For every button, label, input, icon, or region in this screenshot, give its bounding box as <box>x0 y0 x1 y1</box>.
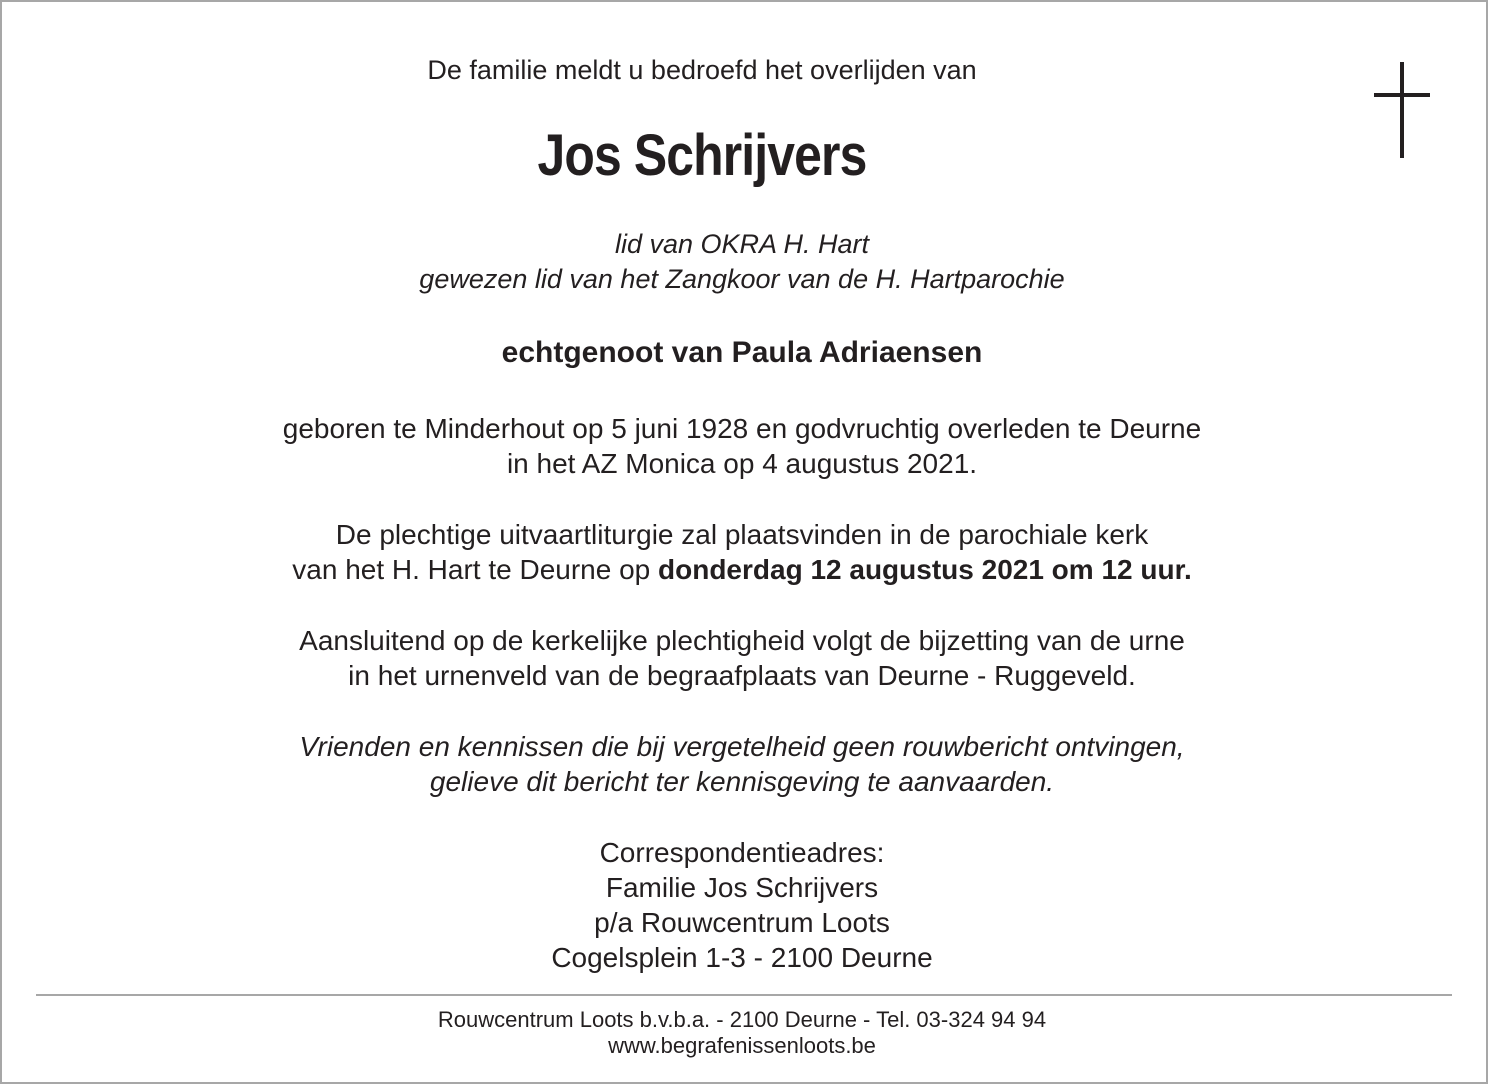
spouse-line: echtgenoot van Paula Adriaensen <box>501 336 983 369</box>
correspondence-line: p/a Rouwcentrum Loots <box>594 907 890 938</box>
birth-death-line: in het AZ Monica op 4 augustus 2021. <box>506 448 978 479</box>
funeral-location-text: van het H. Hart te Deurne op <box>292 554 659 585</box>
footer-company: Rouwcentrum Loots b.v.b.a. - 2100 Deurne - Tel. 03-324 94 94 <box>437 1007 1047 1032</box>
intro-text: De familie meldt u bedroefd het overlijden van <box>427 55 977 85</box>
funeral-date-time: donderdag 12 augustus 2021 om 12 uur. <box>658 554 1192 585</box>
correspondence-line: Familie Jos Schrijvers <box>605 872 879 903</box>
correspondence-heading: Correspondentieadres: <box>599 837 885 868</box>
funeral-line: De plechtige uitvaartliturgie zal plaatsvinden in de parochiale kerk <box>335 519 1149 550</box>
deceased-name: Jos Schrijvers <box>537 123 867 188</box>
correspondence-line: Cogelsplein 1-3 - 2100 Deurne <box>551 942 933 973</box>
interment-line: Aansluitend op de kerkelijke plechtigheid volgt de bijzetting van de urne <box>299 625 1185 656</box>
footer-divider <box>36 994 1452 996</box>
membership-line: lid van OKRA H. Hart <box>614 229 870 259</box>
notice-line: Vrienden en kennissen die bij vergetelheid geen rouwbericht ontvingen, <box>299 731 1185 762</box>
birth-death-line: geboren te Minderhout op 5 juni 1928 en godvruchtig overleden te Deurne <box>282 413 1202 444</box>
funeral-line <box>0 554 1484 586</box>
footer-website: www.begrafenissenloots.be <box>608 1033 876 1058</box>
membership-line: gewezen lid van het Zangkoor van de H. Hartparochie <box>419 264 1065 294</box>
interment-line: in het urnenveld van de begraafplaats van Deurne - Ruggeveld. <box>348 660 1136 691</box>
notice-line: gelieve dit bericht ter kennisgeving te aanvaarden. <box>429 766 1055 797</box>
